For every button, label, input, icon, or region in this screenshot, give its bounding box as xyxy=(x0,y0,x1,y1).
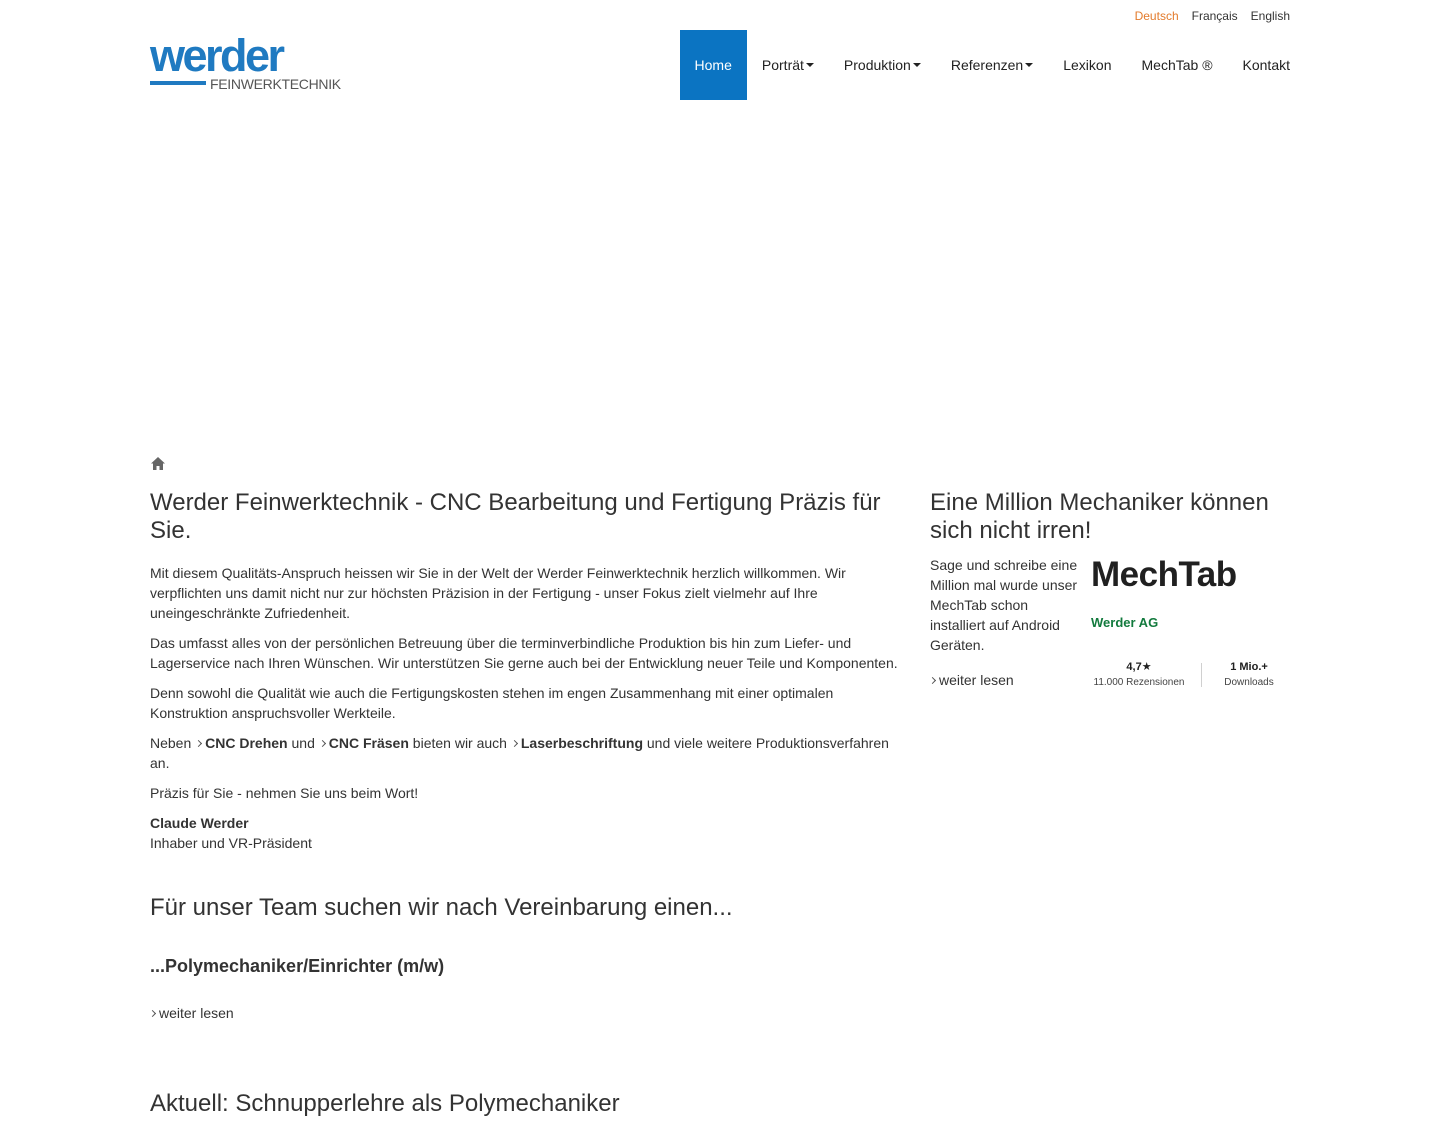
app-developer: Werder AG xyxy=(1091,615,1159,630)
jobs-title: Für unser Team suchen wir nach Vereinbarung einen... xyxy=(150,894,733,921)
nav-home[interactable] xyxy=(680,30,747,100)
news-section xyxy=(150,1090,1050,1118)
nav-portraet[interactable] xyxy=(747,30,829,100)
downloads-value: 1 Mio.+ xyxy=(1230,661,1268,673)
caret-down-icon xyxy=(1025,63,1033,67)
services-text: und viele weitere Produktionsverfahren an. xyxy=(150,735,889,771)
laserbeschriftung-link[interactable] xyxy=(511,735,643,751)
nav-home-label: Home xyxy=(694,57,732,73)
services-paragraph xyxy=(150,733,900,773)
home-icon[interactable] xyxy=(150,456,166,471)
signer-title: Inhaber und VR-Präsident xyxy=(150,835,312,851)
nav-mechtab[interactable] xyxy=(1127,30,1228,100)
nav-lexikon-label: Lexikon xyxy=(1063,57,1112,73)
main-navigation xyxy=(680,30,1290,100)
services-text: und xyxy=(291,735,315,751)
mechtab-read-more-link[interactable] xyxy=(930,670,1014,690)
language-switcher xyxy=(1135,8,1290,24)
cnc-drehen-label: CNC Drehen xyxy=(205,735,288,751)
nav-mechtab-label: MechTab ® xyxy=(1141,57,1213,73)
app-downloads xyxy=(1213,659,1285,691)
jobs-section xyxy=(150,894,750,1023)
lang-francais[interactable]: Français xyxy=(1191,9,1238,23)
cnc-drehen-link[interactable] xyxy=(195,735,287,751)
job-title: ...Polymechaniker/Einrichter (m/w) xyxy=(150,956,445,976)
intro-closing: Präzis für Sie - nehmen Sie uns beim Wort! xyxy=(150,785,419,801)
intro-title: Werder Feinwerktechnik - CNC Bearbeitung und Fertigung Präzis für Sie. xyxy=(150,489,881,544)
rating-count: 11.000 Rezensionen xyxy=(1093,677,1185,688)
rating-value: 4,7★ xyxy=(1126,661,1152,673)
nav-portraet-label: Porträt xyxy=(761,57,804,73)
mechtab-title: Eine Million Mechaniker können sich nicht irren! xyxy=(930,489,1269,544)
caret-down-icon xyxy=(913,63,921,67)
logo-subtitle: FEINWERKTECHNIK xyxy=(210,76,341,92)
nav-produktion-label: Produktion xyxy=(843,57,911,73)
chevron-right-icon xyxy=(149,1010,156,1017)
nav-lexikon[interactable] xyxy=(1048,30,1126,100)
read-more-label: weiter lesen xyxy=(939,672,1014,688)
intro-paragraph: Das umfasst alles von der persönlichen Betreuung über die terminverbindliche Produktion bis hin zum Liefer- und Lagerservice nach Ihren Wünschen. Wir unterstützen Sie gerne auch bei der Entwicklung neuer Teile und Komponenten. xyxy=(150,635,898,671)
downloads-label: Downloads xyxy=(1224,677,1274,688)
lang-deutsch[interactable]: Deutsch xyxy=(1134,9,1179,23)
nav-kontakt[interactable] xyxy=(1228,30,1290,100)
chevron-right-icon xyxy=(195,740,202,747)
logo-underline xyxy=(150,81,206,85)
read-more-label: weiter lesen xyxy=(159,1005,234,1021)
werder-logo[interactable] xyxy=(150,30,360,92)
job-read-more-link[interactable] xyxy=(150,1005,234,1021)
chevron-right-icon xyxy=(929,677,936,684)
chevron-right-icon xyxy=(319,740,326,747)
nav-kontakt-label: Kontakt xyxy=(1242,57,1290,73)
chevron-right-icon xyxy=(511,740,518,747)
intro-paragraph: Denn sowohl die Qualität wie auch die Fertigungskosten stehen im engen Zusammenhang mit einer optimalen Konstruktion anspruchsvoller Werkteile. xyxy=(150,685,834,721)
mechtab-text: Sage und schreibe eine Million mal wurde unser MechTab schon installiert auf Android Geräten. xyxy=(930,557,1078,653)
caret-down-icon xyxy=(806,63,814,67)
mechtab-app-card[interactable] xyxy=(1091,555,1291,695)
mechtab-section xyxy=(930,489,1290,688)
cnc-fraesen-label: CNC Fräsen xyxy=(328,735,409,751)
lang-english[interactable]: English xyxy=(1250,9,1290,23)
signer-name: Claude Werder xyxy=(150,815,249,831)
laserbeschriftung-label: Laserbeschriftung xyxy=(520,735,643,751)
intro-paragraph: Mit diesem Qualitäts-Anspruch heissen wir Sie in der Welt der Werder Feinwerktechnik herzlich willkommen. Wir verpflichten uns damit nicht nur zur höchsten Präzision in der Fertigung - unser Fokus zielt vielmehr auf Ihre uneingeschränkte Zufriedenheit. xyxy=(150,565,846,621)
nav-referenzen[interactable] xyxy=(936,30,1048,100)
logo-wordmark: werder xyxy=(150,30,283,81)
services-text: bieten wir auch xyxy=(412,735,507,751)
signature xyxy=(150,813,900,853)
nav-produktion[interactable] xyxy=(829,30,936,100)
cnc-fraesen-link[interactable] xyxy=(319,735,409,751)
intro-section xyxy=(150,489,900,853)
nav-referenzen-label: Referenzen xyxy=(950,57,1024,73)
services-text: Neben xyxy=(150,735,192,751)
stat-divider xyxy=(1201,663,1202,687)
app-name: MechTab xyxy=(1091,555,1237,594)
news-title: Aktuell: Schnupperlehre als Polymechaniker xyxy=(150,1090,620,1117)
app-rating xyxy=(1091,659,1187,691)
